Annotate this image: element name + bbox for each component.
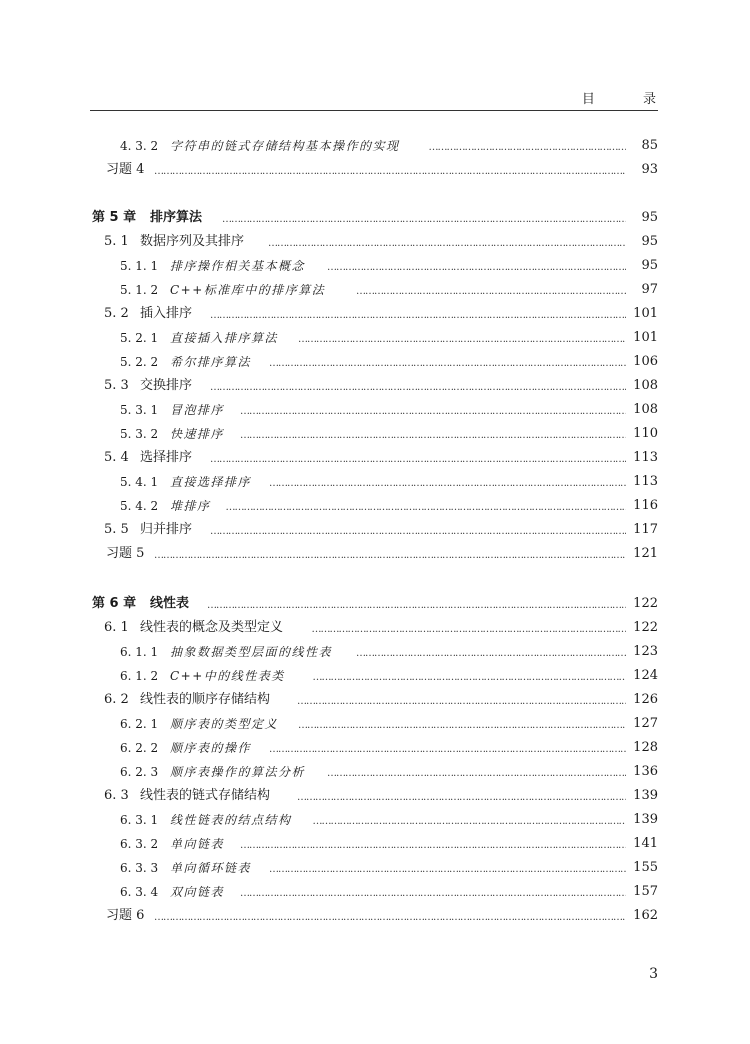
toc-entry-page: 113 <box>633 474 658 489</box>
toc-entry-title: C++标准库中的排序算法 <box>170 283 326 297</box>
toc-leader-dots <box>210 519 626 541</box>
toc-entry-number: 6. 3. 1 <box>120 813 159 827</box>
toc-entry-title: 顺序表的类型定义 <box>170 717 279 731</box>
toc-entry[interactable] <box>0 471 750 493</box>
toc-leader-dots <box>327 255 626 277</box>
toc-entry-number: 5. 3. 2 <box>120 427 159 441</box>
toc-entry-page: 155 <box>633 860 658 875</box>
toc-entry[interactable] <box>0 135 750 157</box>
toc-entry-page: 113 <box>633 450 658 465</box>
toc-entry[interactable] <box>0 207 750 229</box>
toc-leader-dots <box>313 809 627 831</box>
toc-leader-dots <box>327 761 626 783</box>
toc-leader-dots <box>297 689 626 711</box>
toc-entry-page: 123 <box>633 644 658 659</box>
toc-entry-number: 6. 3. 4 <box>120 885 159 899</box>
toc-entry[interactable] <box>0 737 750 759</box>
toc-entry-title: 归并排序 <box>140 522 193 537</box>
toc-entry-number: 5. 2. 2 <box>120 355 159 369</box>
toc-entry[interactable] <box>0 593 750 615</box>
toc-entry-title: 快速排序 <box>170 427 225 441</box>
toc-entry-number: 5. 1. 1 <box>120 259 159 273</box>
toc-leader-dots <box>429 135 627 157</box>
toc-entry[interactable] <box>0 375 750 397</box>
toc-entry-title: 单向循环链表 <box>170 861 252 875</box>
toc-entry[interactable] <box>0 833 750 855</box>
toc-entry-title: 数据序列及其排序 <box>140 234 245 249</box>
toc-entry-title: 排序操作相关基本概念 <box>170 259 306 273</box>
toc-entry-page: 139 <box>633 812 658 827</box>
toc-leader-dots <box>269 351 626 373</box>
toc-entry-number: 4. 3. 2 <box>120 139 159 153</box>
toc-entry-page: 95 <box>641 258 658 273</box>
toc-leader-dots <box>269 471 626 493</box>
toc-entry-page: 95 <box>641 210 658 225</box>
toc-entry[interactable] <box>0 857 750 879</box>
toc-entry-title: 插入排序 <box>140 306 193 321</box>
toc-entry-number: 6. 2. 2 <box>120 741 159 755</box>
toc-leader-dots <box>240 399 626 421</box>
toc-leader-dots <box>210 303 626 325</box>
toc-leader-dots <box>207 593 626 615</box>
toc-entry-title: 顺序表的操作 <box>170 741 252 755</box>
toc-entry[interactable] <box>0 785 750 807</box>
toc-entry-title: 线性链表的结点结构 <box>170 813 292 827</box>
toc-entry-number: 6. 3. 2 <box>120 837 159 851</box>
toc-leader-dots <box>240 833 626 855</box>
toc-entry[interactable] <box>0 641 750 663</box>
toc-entry-number: 5. 1. 2 <box>120 283 159 297</box>
toc-entry-page: 110 <box>633 426 658 441</box>
toc-leader-dots <box>154 543 626 565</box>
toc-entry-title: 排序算法 <box>150 210 203 225</box>
toc-entry-number: 6. 1. 1 <box>120 645 159 659</box>
toc-leader-dots <box>269 737 626 759</box>
toc-entry-title: C++中的线性表类 <box>170 669 285 683</box>
toc-entry-page: 116 <box>633 498 658 513</box>
toc-entry-page: 141 <box>633 836 658 851</box>
toc-entry-title: 习题 6 <box>106 908 145 923</box>
toc-entry[interactable] <box>0 519 750 541</box>
toc-entry[interactable] <box>0 327 750 349</box>
toc-entry-number: 5. 2. 1 <box>120 331 159 345</box>
toc-leader-dots <box>356 279 626 301</box>
toc-leader-dots <box>210 447 626 469</box>
toc-entry-number: 6. 1 <box>104 620 129 635</box>
toc-entry[interactable] <box>0 279 750 301</box>
toc-entry-page: 95 <box>641 234 658 249</box>
toc-entry[interactable] <box>0 665 750 687</box>
toc-entry[interactable] <box>0 761 750 783</box>
toc-leader-dots <box>313 665 627 687</box>
toc-entry-title: 希尔排序算法 <box>170 355 252 369</box>
toc-entry[interactable] <box>0 423 750 445</box>
toc-entry-page: 162 <box>633 908 658 923</box>
toc-entry-number: 6. 2. 3 <box>120 765 159 779</box>
running-header-title: 目 录 <box>581 92 678 107</box>
toc-leader-dots <box>268 231 626 253</box>
toc-entry-title: 字符串的链式存储结构基本操作的实现 <box>170 139 400 153</box>
toc-leader-dots <box>269 857 626 879</box>
toc-entry-title: 线性表的链式存储结构 <box>140 788 271 803</box>
toc-leader-dots <box>312 617 627 639</box>
toc-leader-dots <box>240 423 626 445</box>
toc-entry-page: 127 <box>633 716 658 731</box>
toc-entry-number: 5. 3. 1 <box>120 403 159 417</box>
toc-entry-page: 93 <box>641 162 658 177</box>
toc-entry-title: 顺序表操作的算法分析 <box>170 765 306 779</box>
toc-entry-page: 139 <box>633 788 658 803</box>
toc-entry[interactable] <box>0 713 750 735</box>
toc-entry-page: 122 <box>633 596 658 611</box>
toc-entry-number: 6. 3 <box>104 788 129 803</box>
page-number: 3 <box>649 966 658 982</box>
toc-entry-number: 5. 4. 2 <box>120 499 159 513</box>
toc-entry-page: 122 <box>633 620 658 635</box>
toc-entry-page: 108 <box>633 402 658 417</box>
toc-leader-dots <box>154 905 626 927</box>
toc-entry[interactable] <box>0 303 750 325</box>
toc-entry[interactable] <box>0 495 750 517</box>
toc-entry-page: 101 <box>633 306 658 321</box>
toc-leader-dots <box>298 327 626 349</box>
toc-entry-number: 5. 3 <box>104 378 129 393</box>
toc-entry-page: 85 <box>641 138 658 153</box>
toc-entry-title: 选择排序 <box>140 450 193 465</box>
toc-entry-page: 136 <box>633 764 658 779</box>
toc-leader-dots <box>240 881 626 903</box>
toc-leader-dots <box>356 641 626 663</box>
toc-entry-page: 121 <box>633 546 658 561</box>
toc-entry-title: 习题 5 <box>106 546 145 561</box>
toc-entry-number: 6. 3. 3 <box>120 861 159 875</box>
toc-entry-page: 126 <box>633 692 658 707</box>
toc-entry-title: 线性表的概念及类型定义 <box>140 620 284 635</box>
toc-entry-number: 6. 2 <box>104 692 129 707</box>
toc-entry-title: 直接插入排序算法 <box>170 331 279 345</box>
toc-leader-dots <box>222 207 626 229</box>
toc-entry[interactable] <box>0 447 750 469</box>
toc-entry[interactable] <box>0 351 750 373</box>
toc-entry-number: 5. 5 <box>104 522 129 537</box>
toc-entry-title: 单向链表 <box>170 837 225 851</box>
toc-entry-page: 106 <box>633 354 658 369</box>
toc-entry-page: 108 <box>633 378 658 393</box>
toc-entry-number: 5. 2 <box>104 306 129 321</box>
toc-entry-page: 97 <box>641 282 658 297</box>
toc-entry-title: 双向链表 <box>170 885 225 899</box>
toc-leader-dots <box>298 713 626 735</box>
toc-leader-dots <box>226 495 627 517</box>
toc-entry-page: 157 <box>633 884 658 899</box>
toc-entry-title: 直接选择排序 <box>170 475 252 489</box>
toc-entry[interactable] <box>0 617 750 639</box>
toc-entry[interactable] <box>0 689 750 711</box>
toc-entry-title: 交换排序 <box>140 378 193 393</box>
toc-entry-number: 5. 4. 1 <box>120 475 159 489</box>
toc-entry-title: 习题 4 <box>106 162 145 177</box>
toc-entry-number: 6. 1. 2 <box>120 669 159 683</box>
toc-entry[interactable] <box>0 543 750 565</box>
toc-entry[interactable] <box>0 399 750 421</box>
toc-entry-title: 冒泡排序 <box>170 403 225 417</box>
toc-leader-dots <box>297 785 626 807</box>
toc-leader-dots <box>210 375 626 397</box>
toc-entry-number: 第 5 章 <box>92 210 137 225</box>
toc-entry[interactable] <box>0 881 750 903</box>
toc-entry[interactable] <box>0 905 750 927</box>
toc-entry-page: 117 <box>633 522 658 537</box>
toc-entry[interactable] <box>0 159 750 181</box>
toc-entry-page: 124 <box>633 668 658 683</box>
toc-entry-title: 抽象数据类型层面的线性表 <box>170 645 333 659</box>
toc-entry-number: 5. 1 <box>104 234 129 249</box>
toc-entry[interactable] <box>0 255 750 277</box>
toc-entry[interactable] <box>0 231 750 253</box>
toc-entry-number: 第 6 章 <box>92 596 137 611</box>
toc-entry-number: 5. 4 <box>104 450 129 465</box>
toc-entry-page: 128 <box>633 740 658 755</box>
toc-entry-number: 6. 2. 1 <box>120 717 159 731</box>
toc-leader-dots <box>154 159 626 181</box>
toc-entry[interactable] <box>0 809 750 831</box>
toc-entry-page: 101 <box>633 330 658 345</box>
toc-entry-title: 堆排序 <box>170 499 211 513</box>
toc-entry-title: 线性表的顺序存储结构 <box>140 692 271 707</box>
toc-entry-title: 线性表 <box>150 596 190 611</box>
